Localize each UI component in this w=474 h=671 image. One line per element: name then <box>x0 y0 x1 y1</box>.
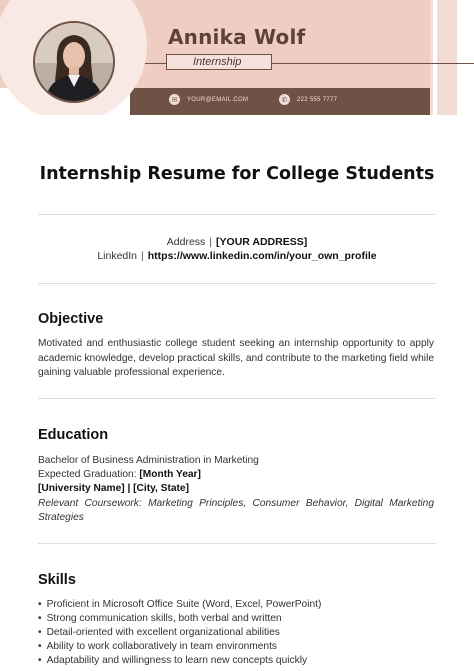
address-value: [YOUR ADDRESS] <box>216 236 308 248</box>
objective-heading: Objective <box>38 311 104 327</box>
resume-header <box>0 0 474 115</box>
separator: | <box>141 250 144 262</box>
list-item: • Detail-oriented with excellent organizational abilities <box>38 626 321 640</box>
header-stripe <box>430 0 433 115</box>
phone-icon: ✆ <box>279 94 290 105</box>
separator: | <box>209 236 213 248</box>
email-text: YOUR@EMAIL.COM <box>187 96 249 103</box>
email-contact <box>169 94 248 105</box>
graduation-value: [Month Year] <box>139 469 201 480</box>
page-title: Internship Resume for College Students <box>39 164 435 184</box>
list-item: • Ability to work collaboratively in team environments <box>38 640 321 654</box>
university-text: [University Name] | [City, State] <box>38 483 189 494</box>
coursework-text: Relevant Coursework: Marketing Principles, Consumer Behavior, Digital Marketing Strategies <box>38 498 434 523</box>
skills-heading: Skills <box>38 572 76 588</box>
university-line <box>38 482 434 496</box>
divider <box>38 283 436 284</box>
list-item: • Proficient in Microsoft Office Suite (Word, Excel, PowerPoint) <box>38 598 321 612</box>
list-item: • Strong communication skills, both verbal and written <box>38 612 321 626</box>
phone-text: 222 555 7777 <box>297 96 338 103</box>
skills-list <box>38 598 321 668</box>
divider <box>38 214 436 215</box>
divider <box>38 398 436 399</box>
graduation-label: Expected Graduation: <box>38 469 137 480</box>
linkedin-label: LinkedIn <box>97 250 138 262</box>
candidate-name: Annika Wolf <box>168 25 306 49</box>
email-icon: ✉ <box>169 94 180 105</box>
education-heading: Education <box>38 427 109 443</box>
phone-contact <box>279 94 337 105</box>
list-item: • Adaptability and willingness to learn new concepts quickly <box>38 654 321 668</box>
objective-text: Motivated and enthusiastic college student seeking an internship opportunity to apply academic knowledge, develop practical skills, and contribute to the marketing field while gaining valuable professional experience. <box>38 338 434 378</box>
profile-photo <box>33 21 115 103</box>
linkedin-link[interactable]: https://www.linkedin.com/in/your_own_profile <box>147 250 377 262</box>
graduation-line <box>38 468 434 482</box>
degree-text: Bachelor of Business Administration in Marketing <box>38 455 259 466</box>
header-stripe <box>437 0 457 115</box>
role-badge: Internship <box>166 54 272 70</box>
linkedin-line <box>38 250 436 262</box>
address-line <box>38 236 436 248</box>
address-label: Address <box>166 236 206 248</box>
divider <box>38 543 436 544</box>
